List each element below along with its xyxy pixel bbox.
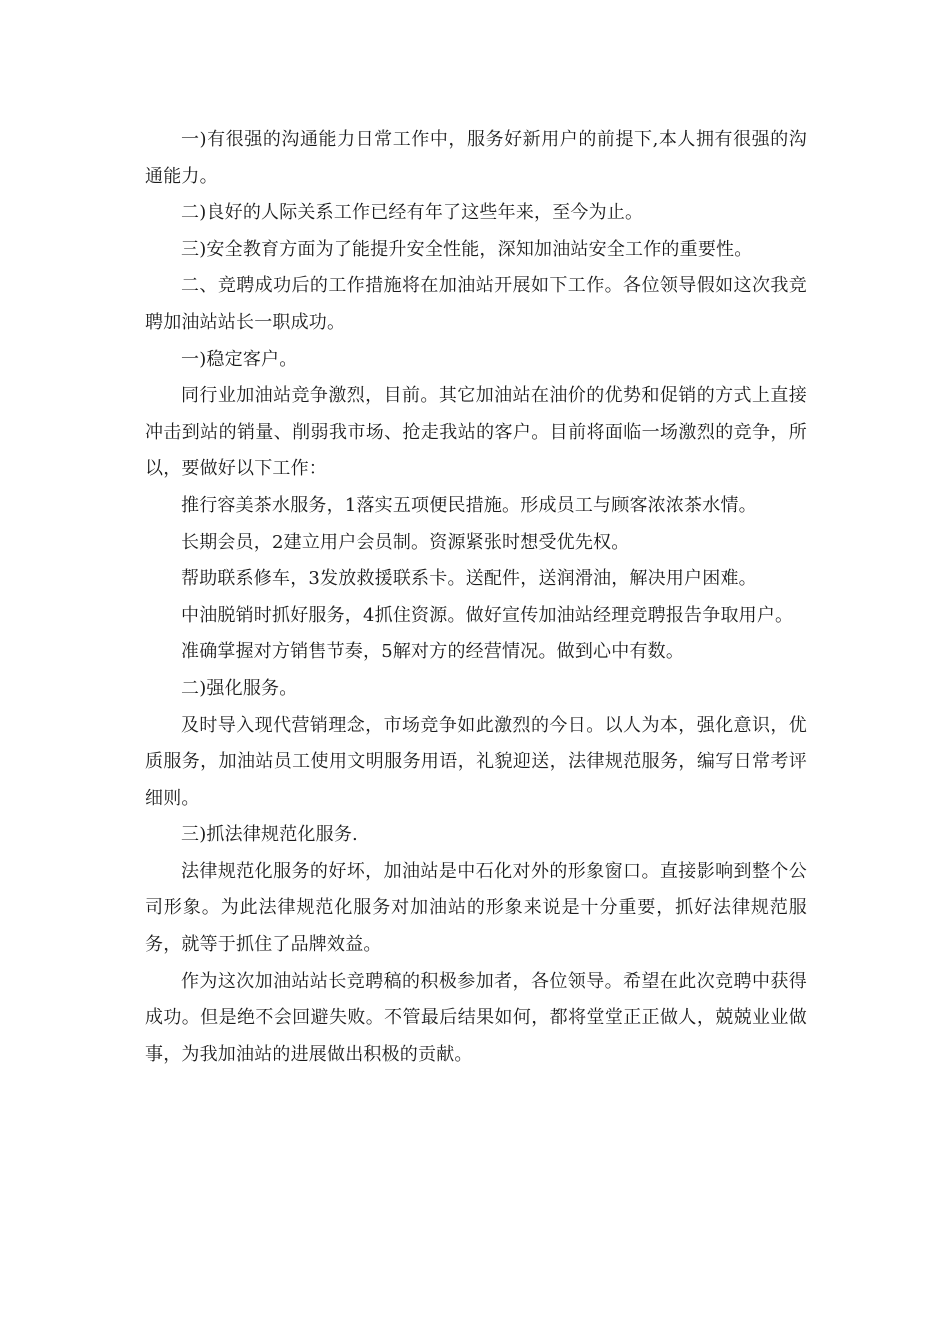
- paragraph: 法律规范化服务的好坏，加油站是中石化对外的形象窗口。直接影响到整个公司形象。为此法律规范化服务对加油站的形象来说是十分重要，抓好法律规范服务，就等于抓住了品牌效益。: [145, 860, 807, 956]
- paragraph: 作为这次加油站站长竞聘稿的积极参加者，各位领导。希望在此次竞聘中获得成功。但是绝不会回避失败。不管最后结果如何，都将堂堂正正做人，兢兢业业做事，为我加油站的进展做出积极的贡献。: [145, 970, 807, 1065]
- document-body: [145, 122, 807, 1073]
- paragraph: 三)安全教育方面为了能提升安全性能，深知加油站安全工作的重要性。: [181, 238, 753, 260]
- paragraph: 二、竞聘成功后的工作措施将在加油站开展如下工作。各位领导假如这次我竞聘加油站站长一职成功。: [145, 275, 807, 333]
- paragraph: 二)良好的人际关系工作已经有年了这些年来，至今为止。: [181, 202, 644, 224]
- paragraph: 及时导入现代营销理念，市场竞争如此激烈的今日。以人为本，强化意识，优质服务，加油站员工使用文明服务用语，礼貌迎送，法律规范服务，编写日常考评细则。: [145, 714, 807, 809]
- paragraph: 二)强化服务。: [181, 677, 298, 699]
- paragraph: 一)稳定客户。: [181, 348, 298, 370]
- paragraph: 中油脱销时抓好服务，4抓住资源。做好宣传加油站经理竞聘报告争取用户。: [181, 604, 794, 626]
- paragraph: 一)有很强的沟通能力日常工作中，服务好新用户的前提下,本人拥有很强的沟通能力。: [145, 129, 807, 187]
- paragraph: 长期会员，2建立用户会员制。资源紧张时想受优先权。: [181, 531, 630, 553]
- paragraph: 三)抓法律规范化服务.: [181, 824, 358, 846]
- paragraph: 推行容美茶水服务，1落实五项便民措施。形成员工与顾客浓浓茶水情。: [181, 494, 757, 516]
- paragraph: 准确掌握对方销售节奏，5解对方的经营情况。做到心中有数。: [181, 641, 685, 663]
- paragraph: 同行业加油站竞争激烈，目前。其它加油站在油价的优势和促销的方式上直接冲击到站的销量、削弱我市场、抢走我站的客户。目前将面临一场激烈的竞争，所以，要做好以下工作：: [145, 385, 807, 480]
- paragraph: 帮助联系修车，3发放救援联系卡。送配件，送润滑油，解决用户困难。: [181, 568, 757, 590]
